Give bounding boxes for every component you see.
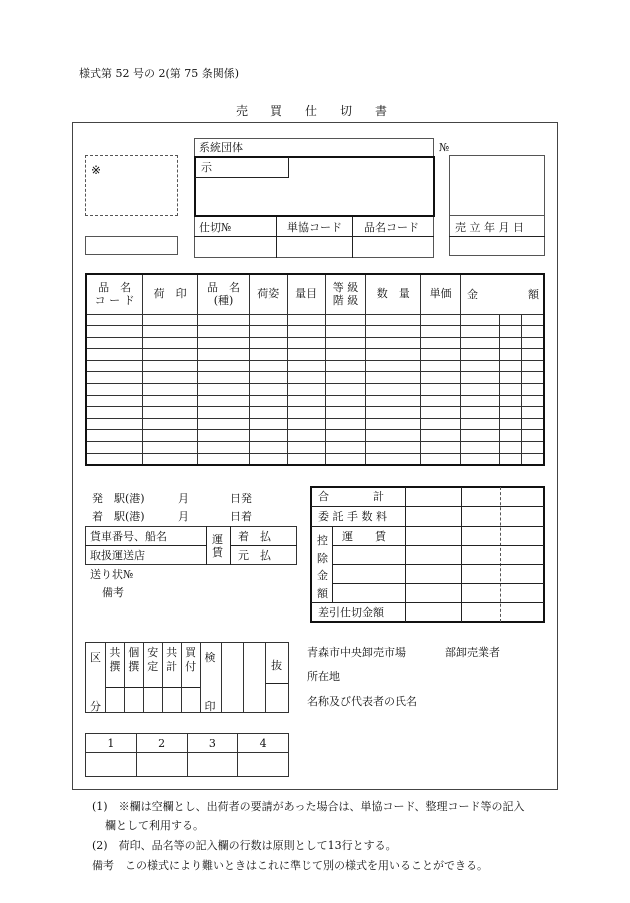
- col-hinmei-shu: [198, 274, 250, 314]
- table-cell[interactable]: [287, 372, 325, 384]
- table-cell[interactable]: [421, 372, 461, 384]
- table-cell[interactable]: [287, 314, 325, 326]
- hinmei-code-label: 品名コード: [364, 221, 419, 234]
- table-cell[interactable]: [460, 372, 499, 384]
- table-row: [86, 395, 544, 407]
- table-cell[interactable]: [143, 430, 198, 442]
- table-cell[interactable]: [521, 453, 544, 465]
- table-cell[interactable]: [366, 349, 421, 361]
- table-cell[interactable]: [287, 326, 325, 338]
- table-cell[interactable]: [521, 360, 544, 372]
- col-label: 等 級 階 級: [332, 280, 359, 308]
- table-row: [86, 372, 544, 384]
- market-name: 青森市中央卸売市場: [307, 646, 406, 659]
- table-cell[interactable]: [421, 395, 461, 407]
- table-cell[interactable]: [325, 453, 366, 465]
- number-cell[interactable]: [238, 753, 289, 777]
- okurijo-no-label: 送り状№: [90, 568, 134, 581]
- table-cell[interactable]: [366, 407, 421, 419]
- table-cell[interactable]: [86, 326, 143, 338]
- number-header: 1: [86, 734, 137, 753]
- table-cell[interactable]: [143, 337, 198, 349]
- table-cell[interactable]: [86, 453, 143, 465]
- table-cell[interactable]: [325, 349, 366, 361]
- table-cell[interactable]: [287, 407, 325, 419]
- table-cell[interactable]: [460, 314, 499, 326]
- table-cell[interactable]: [287, 337, 325, 349]
- table-cell[interactable]: [460, 337, 499, 349]
- table-cell[interactable]: [499, 453, 521, 465]
- table-cell[interactable]: [287, 395, 325, 407]
- table-cell[interactable]: [249, 326, 287, 338]
- table-cell[interactable]: [366, 372, 421, 384]
- table-cell[interactable]: [521, 326, 544, 338]
- batsu-cell[interactable]: [266, 643, 289, 713]
- table-row: [86, 349, 544, 361]
- in-label: 印: [204, 700, 216, 713]
- day-chaku-label: 日着: [230, 510, 252, 523]
- table-cell[interactable]: [198, 349, 250, 361]
- table-cell[interactable]: [460, 418, 499, 430]
- table-cell[interactable]: [366, 453, 421, 465]
- table-cell[interactable]: [249, 453, 287, 465]
- keitou-label: 系統団体: [199, 141, 243, 154]
- table-cell[interactable]: [460, 407, 499, 419]
- table-cell[interactable]: [421, 418, 461, 430]
- table-cell[interactable]: [198, 442, 250, 454]
- moto-barai-label: 元 払: [238, 549, 271, 562]
- table-cell[interactable]: [521, 349, 544, 361]
- sashihiki-label: 差引仕切金額: [318, 606, 384, 619]
- table-cell[interactable]: [499, 372, 521, 384]
- col-label: 数 量: [376, 287, 410, 301]
- table-cell[interactable]: [325, 395, 366, 407]
- table-cell[interactable]: [143, 326, 198, 338]
- shimesu-label: 示: [201, 161, 212, 174]
- ku-label: 区: [90, 651, 101, 664]
- col-tokyu: [325, 274, 366, 314]
- table-cell[interactable]: [249, 349, 287, 361]
- table-cell[interactable]: [521, 372, 544, 384]
- col-nijirushi: [143, 274, 198, 314]
- chaku-barai-label: 着 払: [238, 530, 271, 543]
- footnote-3: 備考 この様式により難いときはこれに準じて別の様式を用いることができる。: [92, 859, 488, 872]
- stamp-blank-cell[interactable]: [244, 643, 266, 713]
- number-boxes: [85, 733, 289, 777]
- table-row: [86, 326, 544, 338]
- antei-cell[interactable]: [143, 643, 162, 713]
- table-cell[interactable]: [521, 384, 544, 396]
- table-row: [86, 384, 544, 396]
- table-cell[interactable]: [499, 337, 521, 349]
- month-label: 月: [178, 492, 189, 505]
- stamp-blank-cell[interactable]: [222, 643, 244, 713]
- col-label: 荷姿: [257, 287, 280, 301]
- col-label: 金: [466, 288, 478, 301]
- item-rows: [86, 314, 544, 465]
- ko-saku-label: 個 撰: [128, 646, 140, 673]
- table-cell[interactable]: [198, 314, 250, 326]
- col-label: 品 名 コ ー ド: [94, 280, 135, 308]
- table-cell[interactable]: [86, 384, 143, 396]
- table-row: [86, 337, 544, 349]
- title-char: 切: [340, 104, 353, 118]
- number-cell[interactable]: [136, 753, 187, 777]
- number-cell[interactable]: [86, 753, 137, 777]
- number-header: 3: [187, 734, 238, 753]
- col-label: 品 名 (種): [206, 280, 240, 308]
- table-cell[interactable]: [325, 407, 366, 419]
- table-cell[interactable]: [499, 360, 521, 372]
- kaitsuke-label: 買 付: [185, 646, 197, 673]
- table-cell[interactable]: [287, 384, 325, 396]
- title-char: 売: [236, 104, 249, 118]
- table-cell[interactable]: [287, 360, 325, 372]
- kyo-saku-cell[interactable]: [105, 643, 124, 713]
- table-cell[interactable]: [521, 407, 544, 419]
- table-cell[interactable]: [287, 430, 325, 442]
- table-cell[interactable]: [198, 372, 250, 384]
- biko-label: 備考: [102, 586, 124, 599]
- table-cell[interactable]: [499, 418, 521, 430]
- col-label: 量目: [295, 287, 318, 301]
- col-label: 荷 印: [153, 287, 187, 301]
- table-cell[interactable]: [143, 418, 198, 430]
- table-cell[interactable]: [86, 407, 143, 419]
- table-cell[interactable]: [198, 453, 250, 465]
- table-cell[interactable]: [249, 314, 287, 326]
- kyo-kei-label: 共 計: [166, 646, 178, 673]
- table-cell[interactable]: [198, 337, 250, 349]
- table-cell[interactable]: [499, 384, 521, 396]
- table-cell[interactable]: [287, 349, 325, 361]
- col-label: 額: [528, 288, 539, 301]
- table-row: [86, 442, 544, 454]
- table-cell[interactable]: [143, 314, 198, 326]
- table-cell[interactable]: [143, 395, 198, 407]
- table-cell[interactable]: [366, 337, 421, 349]
- batsu-label: 抜: [271, 659, 283, 672]
- table-cell[interactable]: [421, 453, 461, 465]
- address-label: 所在地: [307, 670, 340, 683]
- table-cell[interactable]: [460, 326, 499, 338]
- number-header: 2: [136, 734, 187, 753]
- shimesu-box[interactable]: [194, 156, 435, 217]
- table-row: [86, 314, 544, 326]
- month-label: 月: [178, 510, 189, 523]
- table-cell[interactable]: [249, 384, 287, 396]
- table-cell[interactable]: [198, 418, 250, 430]
- table-cell[interactable]: [499, 430, 521, 442]
- col-kingaku: [460, 274, 544, 314]
- col-label: 単価: [429, 287, 452, 301]
- table-cell[interactable]: [499, 395, 521, 407]
- table-cell[interactable]: [86, 372, 143, 384]
- footnote-2: (2) 荷印、品名等の記入欄の行数は原則として13行とする。: [92, 839, 397, 852]
- table-cell[interactable]: [521, 337, 544, 349]
- form-reference: 様式第 52 号の 2(第 75 条関係): [79, 67, 240, 80]
- table-cell[interactable]: [143, 442, 198, 454]
- ken-in-cell[interactable]: [200, 643, 222, 713]
- table-cell[interactable]: [287, 453, 325, 465]
- hatsu-eki-label: 発 駅(港): [92, 492, 145, 505]
- table-cell[interactable]: [143, 349, 198, 361]
- table-cell[interactable]: [521, 418, 544, 430]
- koujo-label: 控 除 金 額: [317, 534, 328, 600]
- table-cell[interactable]: [325, 384, 366, 396]
- representative-label: 名称及び代表者の氏名: [307, 695, 417, 708]
- table-cell[interactable]: [249, 337, 287, 349]
- table-cell[interactable]: [325, 360, 366, 372]
- gokei-label: 合 計: [318, 490, 384, 503]
- table-cell[interactable]: [198, 384, 250, 396]
- table-cell[interactable]: [421, 337, 461, 349]
- table-cell[interactable]: [460, 442, 499, 454]
- table-cell[interactable]: [198, 395, 250, 407]
- table-cell[interactable]: [249, 372, 287, 384]
- table-cell[interactable]: [86, 337, 143, 349]
- table-cell[interactable]: [366, 314, 421, 326]
- unchin-label: 運 賃: [212, 533, 223, 560]
- table-cell[interactable]: [366, 418, 421, 430]
- baritsu-date-label: 売 立 年 月 日: [455, 221, 524, 234]
- col-suryo: [366, 274, 421, 314]
- tankyo-code-label: 単協コード: [287, 221, 342, 234]
- no-label: №: [439, 141, 450, 154]
- table-cell[interactable]: [421, 326, 461, 338]
- table-cell[interactable]: [521, 314, 544, 326]
- table-cell[interactable]: [366, 326, 421, 338]
- table-row: [86, 453, 544, 465]
- table-cell[interactable]: [325, 430, 366, 442]
- table-cell[interactable]: [143, 360, 198, 372]
- table-cell[interactable]: [86, 430, 143, 442]
- col-tanka: [421, 274, 461, 314]
- table-cell[interactable]: [460, 360, 499, 372]
- table-cell[interactable]: [249, 407, 287, 419]
- toriatsukai-label: 取扱運送店: [90, 549, 145, 562]
- unchin-row-label: 運 賃: [342, 530, 386, 543]
- table-cell[interactable]: [460, 453, 499, 465]
- table-cell[interactable]: [249, 418, 287, 430]
- item-table: [85, 273, 545, 466]
- dealer-label: 部卸売業者: [445, 646, 500, 659]
- table-cell[interactable]: [249, 430, 287, 442]
- table-cell[interactable]: [325, 314, 366, 326]
- table-cell[interactable]: [366, 384, 421, 396]
- table-cell[interactable]: [366, 395, 421, 407]
- table-cell[interactable]: [86, 360, 143, 372]
- table-cell[interactable]: [421, 442, 461, 454]
- no-box[interactable]: [449, 155, 545, 216]
- col-nisugata: [249, 274, 287, 314]
- table-cell[interactable]: [325, 418, 366, 430]
- table-cell[interactable]: [325, 442, 366, 454]
- footnote-1: (1) ※欄は空欄とし、出荷者の要請があった場合は、単協コード、整理コード等の記入: [92, 800, 525, 813]
- number-cell[interactable]: [187, 753, 238, 777]
- ko-saku-cell[interactable]: [124, 643, 143, 713]
- col-ryoume: [287, 274, 325, 314]
- table-cell[interactable]: [521, 395, 544, 407]
- table-cell[interactable]: [143, 407, 198, 419]
- table-cell[interactable]: [249, 395, 287, 407]
- table-cell[interactable]: [521, 430, 544, 442]
- table-cell[interactable]: [325, 326, 366, 338]
- table-cell[interactable]: [499, 349, 521, 361]
- table-row: [86, 430, 544, 442]
- table-cell[interactable]: [421, 360, 461, 372]
- table-cell[interactable]: [143, 453, 198, 465]
- table-cell[interactable]: [499, 314, 521, 326]
- table-cell[interactable]: [325, 372, 366, 384]
- small-box-left[interactable]: [85, 236, 178, 255]
- number-header: 4: [238, 734, 289, 753]
- table-cell[interactable]: [198, 430, 250, 442]
- table-cell[interactable]: [499, 407, 521, 419]
- table-cell[interactable]: [325, 337, 366, 349]
- title-char: 買: [270, 104, 283, 118]
- table-cell[interactable]: [366, 430, 421, 442]
- bun-label: 分: [90, 700, 101, 713]
- table-cell[interactable]: [421, 384, 461, 396]
- table-cell[interactable]: [249, 360, 287, 372]
- shikiri-no-label: 仕切№: [199, 221, 232, 234]
- table-cell[interactable]: [198, 326, 250, 338]
- table-cell[interactable]: [460, 384, 499, 396]
- table-cell[interactable]: [143, 384, 198, 396]
- table-row: [86, 360, 544, 372]
- title-char: 仕: [305, 104, 318, 118]
- antei-label: 安 定: [147, 646, 159, 673]
- itaku-tesuryo-label: 委 託 手 数 料: [318, 510, 387, 523]
- col-hinmei-code: [86, 274, 143, 314]
- table-cell[interactable]: [421, 314, 461, 326]
- ken-label: 検: [204, 651, 216, 664]
- table-cell[interactable]: [366, 360, 421, 372]
- kyo-kei-cell[interactable]: [162, 643, 181, 713]
- table-cell[interactable]: [421, 349, 461, 361]
- table-cell[interactable]: [249, 442, 287, 454]
- table-cell[interactable]: [366, 442, 421, 454]
- title-char: 書: [375, 104, 388, 118]
- table-cell[interactable]: [460, 349, 499, 361]
- table-cell[interactable]: [499, 442, 521, 454]
- kaitsuke-cell[interactable]: [181, 643, 200, 713]
- day-hatsu-label: 日発: [230, 492, 252, 505]
- table-cell[interactable]: [143, 372, 198, 384]
- table-cell[interactable]: [287, 418, 325, 430]
- table-cell[interactable]: [460, 430, 499, 442]
- table-cell[interactable]: [521, 442, 544, 454]
- note-mark: ※: [91, 163, 102, 177]
- table-cell[interactable]: [86, 395, 143, 407]
- table-cell[interactable]: [86, 314, 143, 326]
- table-cell[interactable]: [460, 395, 499, 407]
- table-cell[interactable]: [499, 326, 521, 338]
- table-cell[interactable]: [287, 442, 325, 454]
- chaku-eki-label: 着 駅(港): [92, 510, 145, 523]
- table-cell[interactable]: [421, 407, 461, 419]
- table-row: [86, 407, 544, 419]
- table-cell[interactable]: [86, 442, 143, 454]
- kasha-bango-label: 貨車番号、船名: [90, 530, 167, 543]
- table-row: [86, 418, 544, 430]
- table-cell[interactable]: [86, 349, 143, 361]
- stamp-table: [85, 642, 289, 713]
- table-cell[interactable]: [198, 360, 250, 372]
- table-cell[interactable]: [421, 430, 461, 442]
- table-cell[interactable]: [86, 418, 143, 430]
- table-cell[interactable]: [198, 407, 250, 419]
- kyo-saku-label: 共 撰: [109, 646, 121, 673]
- ku-cell: [86, 643, 106, 713]
- footnote-1-cont: 欄として利用する。: [105, 819, 204, 832]
